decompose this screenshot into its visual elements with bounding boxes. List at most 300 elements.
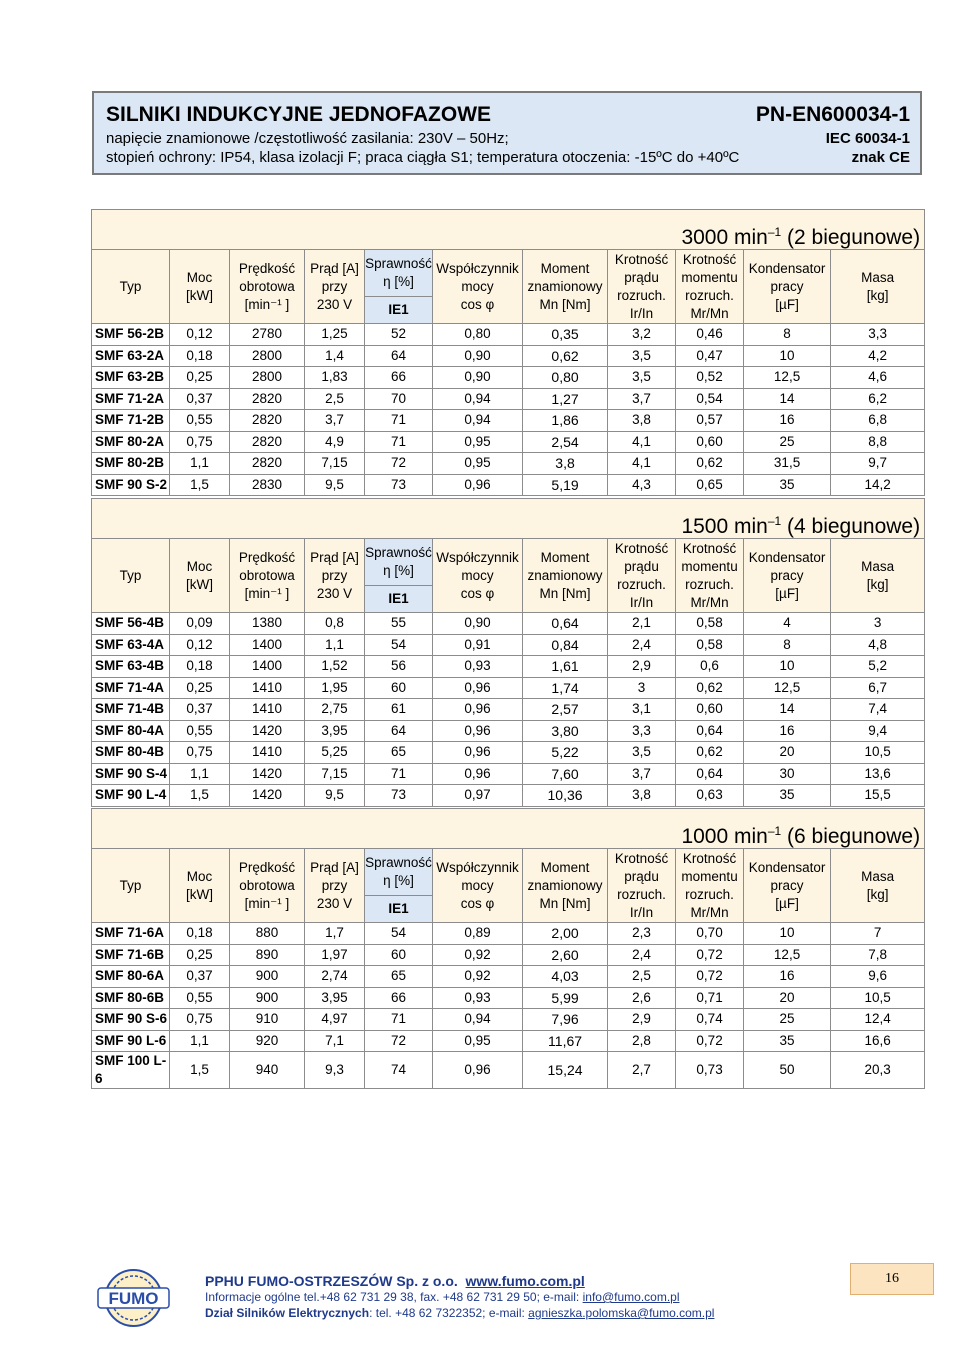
ce-mark-label: znak CE [851, 149, 910, 166]
col-mass [831, 539, 925, 613]
cell-starting-torque-ratio: 0,58 [676, 613, 744, 635]
cell-starting-current-ratio: 2,4 [608, 944, 676, 966]
cell-power-factor: 0,91 [433, 634, 523, 656]
department-label: Dział Silników Elektrycznych [205, 1306, 370, 1320]
cell-rated-torque: 2,60 [523, 944, 608, 966]
col-power-factor [433, 250, 523, 324]
cell-power-factor: 0,92 [433, 944, 523, 966]
col-power-factor-line-1: Współczynnik [436, 549, 519, 565]
cell-power-factor: 0,96 [433, 720, 523, 742]
col-starting-current [608, 849, 676, 923]
website-link[interactable]: www.fumo.com.pl [465, 1273, 585, 1289]
cell-current: 1,4 [305, 345, 365, 367]
cell-starting-torque-ratio: 0,70 [676, 923, 744, 945]
cell-typ: SMF 71-2B [92, 410, 170, 432]
col-capacitor-line-3: [µF] [775, 895, 799, 911]
cell-speed: 1420 [230, 763, 305, 785]
col-efficiency [365, 539, 433, 586]
col-efficiency-line-2: η [%] [383, 274, 414, 289]
cell-power-factor: 0,97 [433, 785, 523, 807]
col-power-factor [433, 539, 523, 613]
section-title-poles: (2 biegunowe) [781, 226, 921, 249]
section-title-row [92, 210, 925, 250]
cell-mass: 14,2 [831, 474, 925, 496]
col-starting-current [608, 250, 676, 324]
col-starting-current-line-3: rozruch. [617, 576, 666, 592]
col-starting-torque-line-2: momentu [681, 558, 738, 574]
footer-company-line [205, 1273, 714, 1289]
cell-moc: 0,37 [170, 699, 230, 721]
cell-starting-torque-ratio: 0,72 [676, 944, 744, 966]
col-power-factor-line-1: Współczynnik [436, 260, 519, 276]
cell-moc: 1,1 [170, 763, 230, 785]
cell-efficiency: 64 [365, 720, 433, 742]
cell-starting-current-ratio: 3,8 [608, 785, 676, 807]
table-row [92, 785, 925, 807]
cell-rated-torque: 4,03 [523, 966, 608, 988]
section-title-poles: (6 biegunowe) [781, 825, 921, 848]
table-row [92, 613, 925, 635]
cell-starting-current-ratio: 2,3 [608, 923, 676, 945]
col-starting-torque-line-4: Mr/Mn [690, 305, 729, 321]
cell-efficiency: 60 [365, 944, 433, 966]
cell-speed: 2800 [230, 367, 305, 389]
cell-capacitor: 4 [744, 613, 831, 635]
cell-rated-torque: 1,86 [523, 410, 608, 432]
col-rated-torque-line-2: znamionowy [527, 877, 603, 893]
cell-moc: 0,55 [170, 987, 230, 1009]
cell-current: 1,83 [305, 367, 365, 389]
header-row-supply [106, 130, 910, 147]
cell-moc: 0,37 [170, 388, 230, 410]
col-speed-line-2: obrotowa [239, 567, 295, 583]
cell-typ: SMF 71-4B [92, 699, 170, 721]
col-starting-current-line-2: prądu [624, 269, 659, 285]
section-title [608, 809, 925, 849]
col-rated-torque [523, 250, 608, 324]
cell-typ: SMF 100 L-6 [92, 1052, 170, 1089]
col-starting-current-line-3: rozruch. [617, 287, 666, 303]
cell-power-factor: 0,95 [433, 431, 523, 453]
cell-speed: 2820 [230, 410, 305, 432]
cell-typ: SMF 56-4B [92, 613, 170, 635]
table-row [92, 410, 925, 432]
cell-current: 4,9 [305, 431, 365, 453]
cell-starting-current-ratio: 2,8 [608, 1030, 676, 1052]
cell-capacitor: 10 [744, 923, 831, 945]
cell-speed: 900 [230, 987, 305, 1009]
section-title-row [92, 809, 925, 849]
cell-mass: 20,3 [831, 1052, 925, 1089]
cell-current: 4,97 [305, 1009, 365, 1031]
col-speed-line-1: Prędkość [238, 549, 296, 565]
company-name: PPHU FUMO-OSTRZESZÓW Sp. z o.o. [205, 1273, 458, 1289]
cell-starting-torque-ratio: 0,64 [676, 720, 744, 742]
cell-typ: SMF 90 L-6 [92, 1030, 170, 1052]
protection-text: stopień ochrony: IP54, klasa izolacji F; praca ciągła S1; temperatura otoczenia: -15ºC do +40ºC [106, 149, 740, 166]
cell-efficiency: 52 [365, 324, 433, 346]
cell-capacitor: 12,5 [744, 367, 831, 389]
col-typ [92, 250, 170, 324]
col-power-factor-line-2: mocy [461, 278, 494, 294]
cell-starting-torque-ratio: 0,54 [676, 388, 744, 410]
col-mass-line-1: Masa [861, 269, 895, 285]
cell-capacitor: 8 [744, 634, 831, 656]
cell-typ: SMF 90 S-4 [92, 763, 170, 785]
cell-current: 1,95 [305, 677, 365, 699]
cell-mass: 8,8 [831, 431, 925, 453]
cell-starting-torque-ratio: 0,60 [676, 699, 744, 721]
col-starting-current-line-1: Krotność [614, 540, 669, 556]
cell-speed: 1400 [230, 634, 305, 656]
cell-moc: 0,55 [170, 720, 230, 742]
cell-power-factor: 0,96 [433, 677, 523, 699]
col-moc-line-2: [kW] [186, 886, 213, 902]
col-typ-line-1: Typ [119, 567, 142, 583]
cell-capacitor: 20 [744, 742, 831, 764]
cell-starting-current-ratio: 4,1 [608, 453, 676, 475]
section-title-poles: (4 biegunowe) [781, 515, 921, 538]
col-rated-torque-line-3: Mn [Nm] [539, 895, 591, 911]
cell-power-factor: 0,93 [433, 987, 523, 1009]
section-title [608, 499, 925, 539]
cell-typ: SMF 80-4B [92, 742, 170, 764]
col-efficiency-line-2: η [%] [383, 873, 414, 888]
cell-power-factor: 0,94 [433, 388, 523, 410]
table-row [92, 1009, 925, 1031]
motor-table-2-pole [91, 209, 925, 496]
col-capacitor [744, 539, 831, 613]
col-starting-current-line-4: Ir/In [629, 305, 654, 321]
cell-efficiency: 54 [365, 634, 433, 656]
col-rated-torque-line-2: znamionowy [527, 567, 603, 583]
cell-capacitor: 8 [744, 324, 831, 346]
col-starting-current-line-1: Krotność [614, 251, 669, 267]
col-moc [170, 250, 230, 324]
department-email-link[interactable]: agnieszka.polomska@fumo.com.pl [528, 1306, 715, 1320]
col-starting-torque [676, 250, 744, 324]
cell-speed: 920 [230, 1030, 305, 1052]
col-mass-line-2: [kg] [866, 886, 889, 902]
col-rated-torque-line-3: Mn [Nm] [539, 296, 591, 312]
cell-rated-torque: 5,22 [523, 742, 608, 764]
col-moc [170, 539, 230, 613]
cell-starting-current-ratio: 3,5 [608, 345, 676, 367]
col-power-factor-line-3: cos φ [460, 585, 495, 601]
col-efficiency-line-1: Sprawność [365, 545, 432, 560]
col-mass-line-1: Masa [861, 558, 895, 574]
col-starting-current-line-1: Krotność [614, 850, 669, 866]
table-row [92, 987, 925, 1009]
cell-capacitor: 25 [744, 1009, 831, 1031]
col-mass-line-2: [kg] [866, 287, 889, 303]
cell-speed: 1410 [230, 742, 305, 764]
col-speed-line-1: Prędkość [238, 260, 296, 276]
cell-power-factor: 0,90 [433, 367, 523, 389]
cell-rated-torque: 0,64 [523, 613, 608, 635]
cell-starting-current-ratio: 4,3 [608, 474, 676, 496]
motor-table-6-pole [91, 808, 925, 1089]
cell-rated-torque: 1,61 [523, 656, 608, 678]
cell-efficiency: 73 [365, 785, 433, 807]
cell-current: 7,1 [305, 1030, 365, 1052]
table-row [92, 634, 925, 656]
col-efficiency-line-1: Sprawność [365, 855, 432, 870]
cell-efficiency: 72 [365, 453, 433, 475]
cell-moc: 0,25 [170, 677, 230, 699]
section-title-exponent: –1 [767, 824, 782, 838]
cell-mass: 3,3 [831, 324, 925, 346]
cell-capacitor: 35 [744, 785, 831, 807]
cell-speed: 1420 [230, 720, 305, 742]
col-starting-current-line-4: Ir/In [629, 594, 654, 610]
cell-rated-torque: 15,24 [523, 1052, 608, 1089]
cell-rated-torque: 5,99 [523, 987, 608, 1009]
cell-starting-torque-ratio: 0,65 [676, 474, 744, 496]
cell-efficiency: 66 [365, 987, 433, 1009]
cell-capacitor: 14 [744, 388, 831, 410]
col-current [305, 539, 365, 613]
column-header-row [92, 539, 925, 586]
cell-power-factor: 0,90 [433, 613, 523, 635]
cell-mass: 9,7 [831, 453, 925, 475]
col-rated-torque [523, 849, 608, 923]
col-moc-line-1: Moc [186, 558, 213, 574]
footer-contact-line [205, 1289, 714, 1305]
cell-current: 3,95 [305, 720, 365, 742]
cell-starting-current-ratio: 2,1 [608, 613, 676, 635]
cell-capacitor: 35 [744, 1030, 831, 1052]
col-rated-torque-line-3: Mn [Nm] [539, 585, 591, 601]
cell-starting-torque-ratio: 0,63 [676, 785, 744, 807]
cell-typ: SMF 71-4A [92, 677, 170, 699]
cell-power-factor: 0,94 [433, 1009, 523, 1031]
cell-moc: 1,5 [170, 474, 230, 496]
cell-starting-current-ratio: 3,2 [608, 324, 676, 346]
section-title-spacer [92, 499, 608, 539]
table-row [92, 1052, 925, 1089]
col-efficiency-line-2: η [%] [383, 563, 414, 578]
cell-speed: 1380 [230, 613, 305, 635]
cell-starting-current-ratio: 2,5 [608, 966, 676, 988]
col-current [305, 849, 365, 923]
cell-speed: 2800 [230, 345, 305, 367]
cell-starting-current-ratio: 3,8 [608, 410, 676, 432]
cell-current: 2,75 [305, 699, 365, 721]
col-capacitor-line-3: [µF] [775, 585, 799, 601]
cell-capacitor: 16 [744, 410, 831, 432]
cell-speed: 940 [230, 1052, 305, 1089]
cell-rated-torque: 0,80 [523, 367, 608, 389]
cell-current: 1,97 [305, 944, 365, 966]
cell-efficiency: 64 [365, 345, 433, 367]
cell-power-factor: 0,96 [433, 742, 523, 764]
col-power-factor-line-2: mocy [461, 567, 494, 583]
section-title-speed: 1000 min [681, 825, 768, 848]
cell-efficiency: 55 [365, 613, 433, 635]
cell-speed: 1410 [230, 699, 305, 721]
cell-moc: 0,18 [170, 656, 230, 678]
col-current-line-1: Prąd [A] [310, 859, 359, 875]
cell-starting-current-ratio: 2,6 [608, 987, 676, 1009]
cell-speed: 2830 [230, 474, 305, 496]
cell-mass: 10,5 [831, 987, 925, 1009]
cell-moc: 0,75 [170, 1009, 230, 1031]
col-rated-torque-line-1: Moment [540, 859, 590, 875]
table-row [92, 388, 925, 410]
cell-moc: 0,75 [170, 742, 230, 764]
col-mass [831, 250, 925, 324]
cell-power-factor: 0,96 [433, 699, 523, 721]
general-info-text: Informacje ogólne tel.+48 62 731 29 38, fax. +48 62 731 29 50; e-mail: [205, 1290, 583, 1304]
col-capacitor-line-2: pracy [770, 278, 804, 294]
cell-capacitor: 14 [744, 699, 831, 721]
cell-rated-torque: 7,60 [523, 763, 608, 785]
cell-current: 1,1 [305, 634, 365, 656]
col-efficiency-class [365, 896, 433, 923]
col-mass-line-1: Masa [861, 868, 895, 884]
cell-typ: SMF 90 L-4 [92, 785, 170, 807]
cell-starting-torque-ratio: 0,64 [676, 763, 744, 785]
col-starting-torque-line-4: Mr/Mn [690, 904, 729, 920]
col-efficiency-line-1: Sprawność [365, 256, 432, 271]
cell-starting-current-ratio: 3,7 [608, 763, 676, 785]
col-capacitor-line-2: pracy [770, 567, 804, 583]
cell-starting-torque-ratio: 0,52 [676, 367, 744, 389]
cell-starting-current-ratio: 3,1 [608, 699, 676, 721]
cell-starting-torque-ratio: 0,62 [676, 742, 744, 764]
footer-text [205, 1273, 714, 1321]
cell-starting-torque-ratio: 0,47 [676, 345, 744, 367]
cell-mass: 4,8 [831, 634, 925, 656]
motor-table-4-pole [91, 498, 925, 807]
section-title-exponent: –1 [767, 514, 782, 528]
fumo-logo [92, 1268, 175, 1328]
col-starting-current-line-4: Ir/In [629, 904, 654, 920]
col-current-line-2: przy [321, 877, 348, 893]
cell-rated-torque: 11,67 [523, 1030, 608, 1052]
col-speed-line-3: [min⁻¹ ] [244, 296, 290, 312]
cell-starting-current-ratio: 2,9 [608, 1009, 676, 1031]
cell-current: 0,8 [305, 613, 365, 635]
cell-mass: 13,6 [831, 763, 925, 785]
cell-typ: SMF 71-6A [92, 923, 170, 945]
cell-starting-current-ratio: 3,3 [608, 720, 676, 742]
cell-mass: 7,4 [831, 699, 925, 721]
cell-efficiency: 73 [365, 474, 433, 496]
col-typ [92, 849, 170, 923]
cell-starting-torque-ratio: 0,74 [676, 1009, 744, 1031]
cell-typ: SMF 80-6A [92, 966, 170, 988]
table-row [92, 431, 925, 453]
table-row [92, 720, 925, 742]
cell-moc: 0,25 [170, 944, 230, 966]
col-current-line-1: Prąd [A] [310, 549, 359, 565]
col-capacitor [744, 849, 831, 923]
cell-mass: 3 [831, 613, 925, 635]
col-starting-current-line-2: prądu [624, 868, 659, 884]
col-efficiency [365, 250, 433, 297]
col-starting-torque-line-2: momentu [681, 868, 738, 884]
cell-typ: SMF 90 S-6 [92, 1009, 170, 1031]
supply-text: napięcie znamionowe /częstotliwość zasilania: 230V – 50Hz; [106, 130, 509, 147]
table-row [92, 324, 925, 346]
cell-rated-torque: 0,84 [523, 634, 608, 656]
col-speed [230, 849, 305, 923]
cell-efficiency: 71 [365, 1009, 433, 1031]
cell-mass: 9,4 [831, 720, 925, 742]
col-current-line-3: 230 V [316, 895, 353, 911]
cell-speed: 1400 [230, 656, 305, 678]
header-row-protection [106, 149, 910, 166]
department-contact-text: : tel. +48 62 7322352; e-mail: [369, 1306, 529, 1320]
col-mass-line-2: [kg] [866, 576, 889, 592]
col-starting-torque-line-4: Mr/Mn [690, 594, 729, 610]
cell-efficiency: 71 [365, 410, 433, 432]
page-title: SILNIKI INDUKCYJNE JEDNOFAZOWE [106, 103, 492, 126]
cell-current: 1,25 [305, 324, 365, 346]
cell-power-factor: 0,89 [433, 923, 523, 945]
cell-rated-torque: 1,27 [523, 388, 608, 410]
col-capacitor-line-1: Kondensator [748, 549, 826, 565]
col-starting-torque-line-3: rozruch. [685, 886, 734, 902]
section-title-spacer [92, 210, 608, 250]
cell-starting-torque-ratio: 0,60 [676, 431, 744, 453]
cell-current: 7,15 [305, 453, 365, 475]
cell-current: 5,25 [305, 742, 365, 764]
cell-speed: 910 [230, 1009, 305, 1031]
cell-efficiency: 74 [365, 1052, 433, 1089]
col-efficiency-class [365, 586, 433, 613]
col-moc-line-1: Moc [186, 269, 213, 285]
cell-power-factor: 0,95 [433, 453, 523, 475]
header-box [92, 91, 922, 175]
cell-starting-torque-ratio: 0,73 [676, 1052, 744, 1089]
cell-mass: 4,2 [831, 345, 925, 367]
cell-typ: SMF 63-4A [92, 634, 170, 656]
info-email-link[interactable]: info@fumo.com.pl [582, 1290, 680, 1304]
col-moc-line-1: Moc [186, 868, 213, 884]
cell-capacitor: 16 [744, 720, 831, 742]
cell-capacitor: 35 [744, 474, 831, 496]
cell-current: 1,7 [305, 923, 365, 945]
cell-power-factor: 0,96 [433, 763, 523, 785]
cell-efficiency: 66 [365, 367, 433, 389]
col-speed [230, 539, 305, 613]
cell-efficiency: 65 [365, 742, 433, 764]
col-capacitor-line-1: Kondensator [748, 260, 826, 276]
col-starting-current-line-3: rozruch. [617, 886, 666, 902]
cell-moc: 0,12 [170, 324, 230, 346]
cell-starting-torque-ratio: 0,57 [676, 410, 744, 432]
cell-efficiency: 72 [365, 1030, 433, 1052]
col-current-line-1: Prąd [A] [310, 260, 359, 276]
cell-current: 2,5 [305, 388, 365, 410]
col-power-factor-line-3: cos φ [460, 296, 495, 312]
col-capacitor-line-3: [µF] [775, 296, 799, 312]
section-title-speed: 3000 min [681, 226, 768, 249]
cell-moc: 0,75 [170, 431, 230, 453]
cell-power-factor: 0,93 [433, 656, 523, 678]
cell-mass: 4,6 [831, 367, 925, 389]
col-current-line-2: przy [321, 278, 348, 294]
cell-capacitor: 10 [744, 345, 831, 367]
cell-typ: SMF 80-2B [92, 453, 170, 475]
page-number: 16 [850, 1263, 934, 1295]
table-row [92, 453, 925, 475]
cell-power-factor: 0,96 [433, 1052, 523, 1089]
cell-starting-current-ratio: 2,9 [608, 656, 676, 678]
